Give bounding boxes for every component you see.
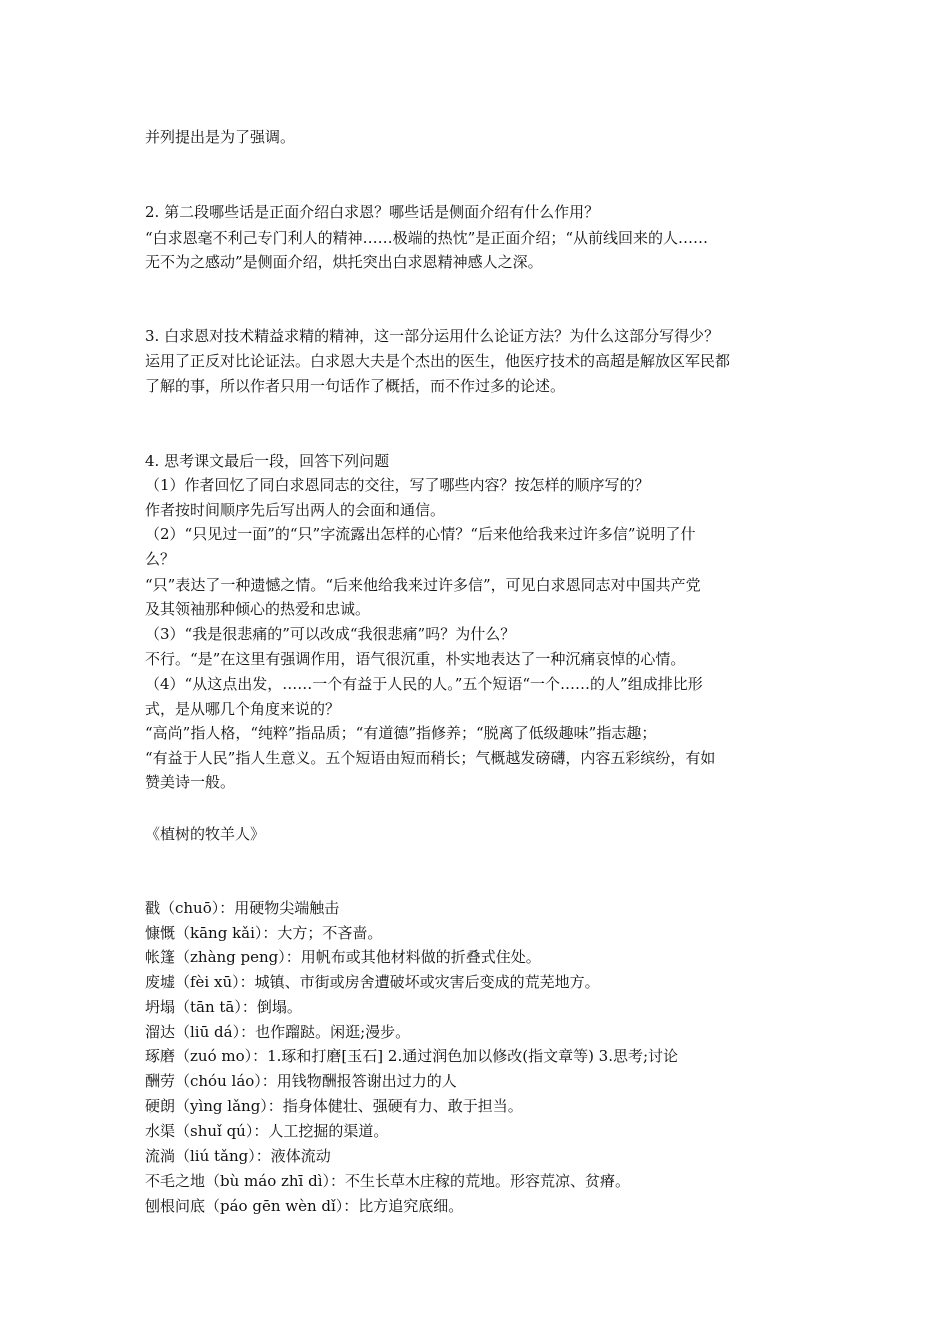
sub-answer-3: 不行。“是”在这里有强调作用，语气很沉重，朴实地表达了一种沉痛哀悼的心情。: [145, 650, 686, 668]
vocab-item: 戳（chuō）：用硬物尖端触击: [145, 899, 340, 917]
answer-line: “白求恩毫不利己专门利人的精神……极端的热忱”是正面介绍；“从前线回来的人……: [145, 229, 709, 247]
sub-question-2-cont: 么？: [145, 550, 176, 568]
sub-answer-4: “高尚”指人格，“纯粹”指品质；“有道德”指修养；“脱离了低级趣味”指志趣；: [145, 724, 657, 742]
sub-question-1: （1）作者回忆了同白求恩同志的交往，写了哪些内容？按怎样的顺序写的？: [145, 476, 650, 494]
sub-question-4: （4）“从这点出发，……一个有益于人民的人。”五个短语“一个……的人”组成排比形: [145, 675, 703, 693]
vocab-item: 坍塌（tān tā）：倒塌。: [145, 998, 302, 1016]
sub-answer-4-cont: 赞美诗一般。: [145, 773, 236, 791]
sub-question-3: （3）“我是很悲痛的”可以改成“我很悲痛”吗？为什么？: [145, 625, 516, 643]
sub-answer-4-cont: “有益于人民”指人生意义。五个短语由短而稍长；气概越发磅礴，内容五彩缤纷，有如: [145, 749, 716, 767]
vocab-item: 硬朗（yìng lǎng）：指身体健壮、强硬有力、敢于担当。: [145, 1097, 523, 1115]
sub-question-4-cont: 式，是从哪几个角度来说的？: [145, 700, 341, 718]
answer-line: 无不为之感动”是侧面介绍，烘托突出白求恩精神感人之深。: [145, 253, 543, 271]
answer-line: 了解的事，所以作者只用一句话作了概括，而不作过多的论述。: [145, 377, 566, 395]
vocab-item: 溜达（liū dá）：也作蹓跶。闲逛;漫步。: [145, 1023, 411, 1041]
vocab-item: 琢磨（zuó mo）：1.琢和打磨[玉石] 2.通过润色加以修改(指文章等) 3.思考;讨论: [145, 1047, 679, 1065]
answer-line: 运用了正反对比论证法。白求恩大夫是个杰出的医生，他医疗技术的高超是解放区军民都: [145, 352, 731, 370]
vocab-item: 刨根问底（páo gēn wèn dǐ）：比方追究底细。: [145, 1197, 464, 1215]
question-2: 2. 第二段哪些话是正面介绍白求恩？哪些话是侧面介绍有什么作用？: [145, 203, 600, 221]
section-title: 《植树的牧羊人》: [145, 825, 266, 843]
vocab-item: 慷慨（kāng kǎi）：大方；不吝啬。: [145, 924, 383, 942]
vocab-item: 流淌（liú tǎng）：液体流动: [145, 1147, 331, 1165]
vocab-item: 废墟（fèi xū）：城镇、市街或房舍遭破坏或灾害后变成的荒芜地方。: [145, 973, 600, 991]
vocab-item: 帐篷（zhàng peng）：用帆布或其他材料做的折叠式住处。: [145, 948, 541, 966]
vocab-item: 不毛之地（bù máo zhī dì）：不生长草木庄稼的荒地。形容荒凉、贫瘠。: [145, 1172, 631, 1190]
sub-answer-2: “只”表达了一种遗憾之情。“后来他给我来过许多信”，可见白求恩同志对中国共产党: [145, 576, 701, 594]
sub-answer-1: 作者按时间顺序先后写出两人的会面和通信。: [145, 501, 446, 519]
vocab-item: 水渠（shuǐ qú）：人工挖掘的渠道。: [145, 1122, 389, 1140]
paragraph-line: 并列提出是为了强调。: [145, 128, 296, 146]
sub-answer-2-cont: 及其领袖那种倾心的热爱和忠诚。: [145, 600, 371, 618]
question-3: 3. 白求恩对技术精益求精的精神，这一部分运用什么论证方法？为什么这部分写得少？: [145, 327, 720, 345]
vocab-item: 酬劳（chóu láo）：用钱物酬报答谢出过力的人: [145, 1072, 457, 1090]
sub-question-2: （2）“只见过一面”的“只”字流露出怎样的心情？“后来他给我来过许多信”说明了什: [145, 525, 696, 543]
question-4: 4. 思考课文最后一段，回答下列问题: [145, 452, 390, 470]
